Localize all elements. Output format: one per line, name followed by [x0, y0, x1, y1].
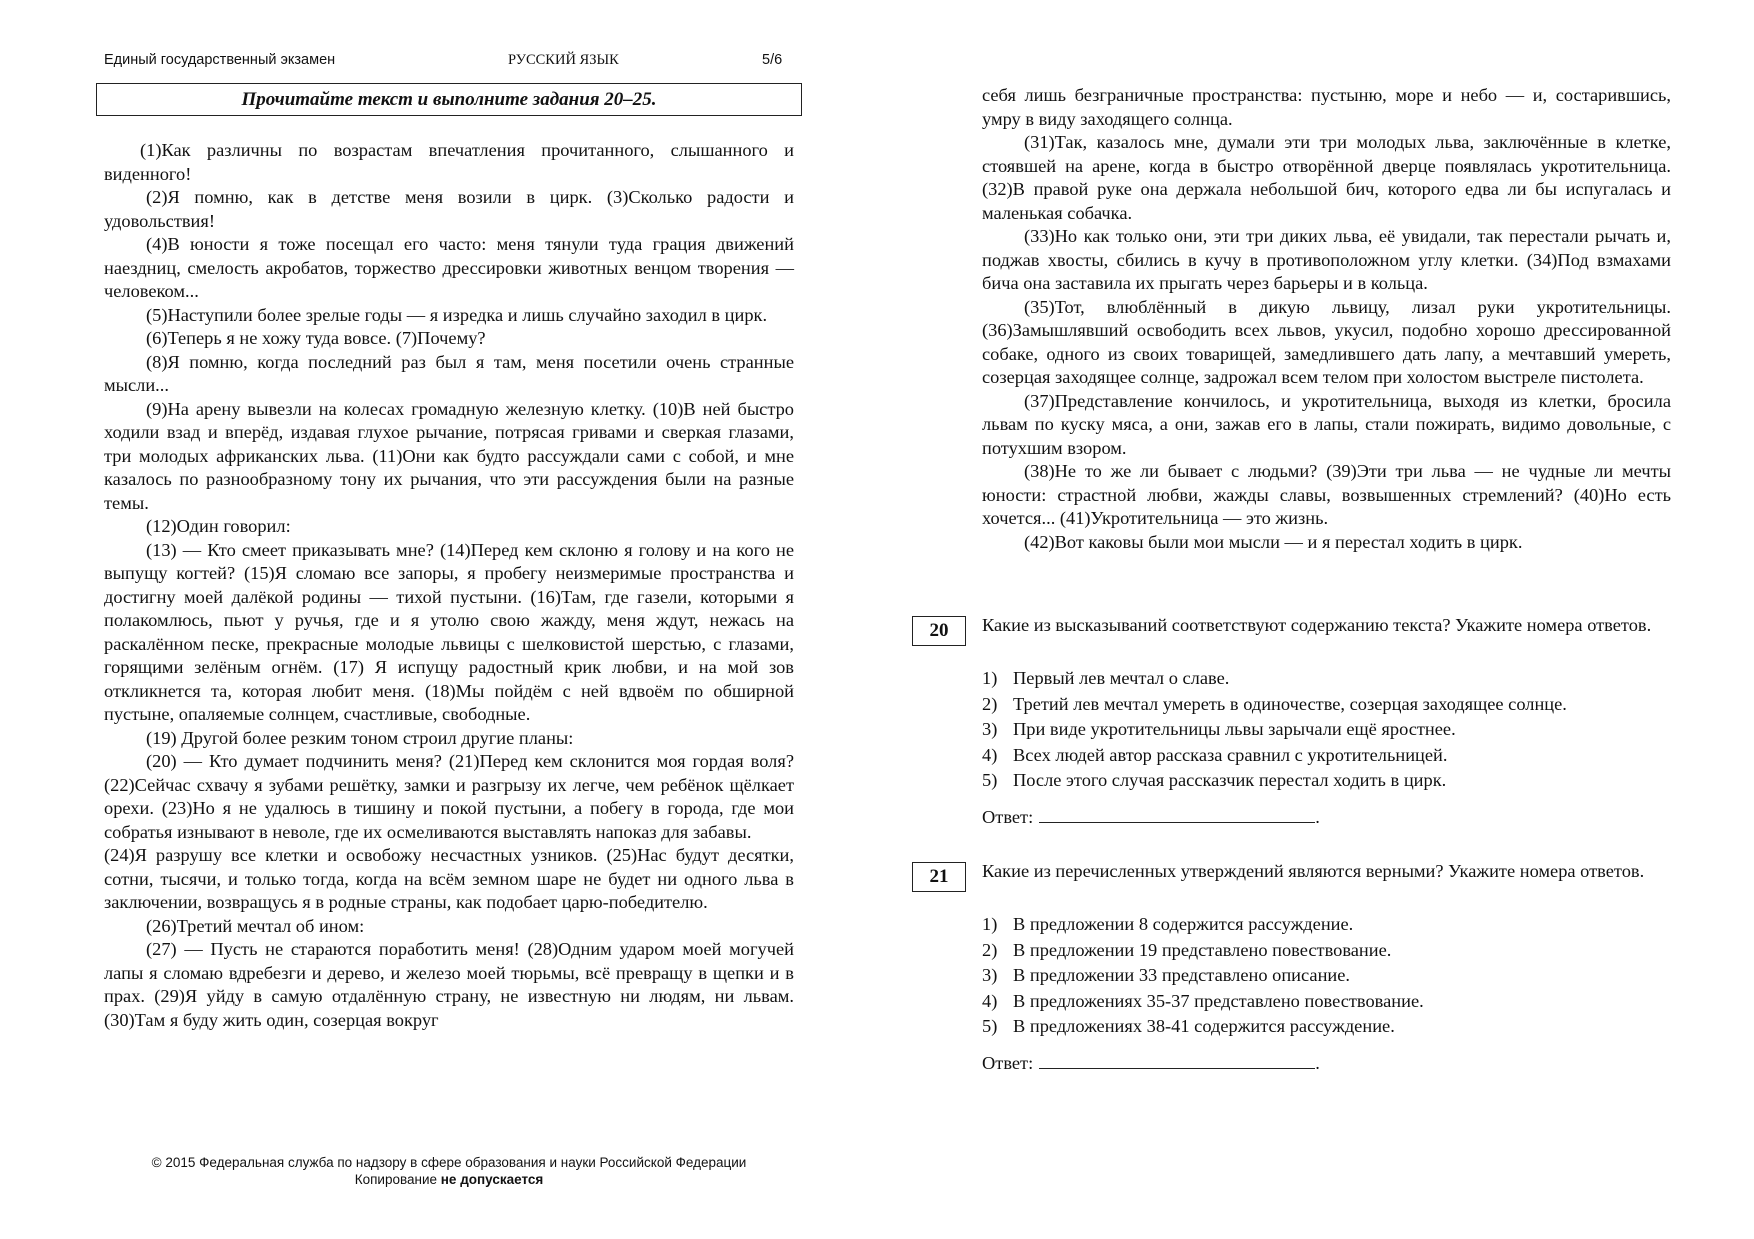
- paragraph: (26)Третий мечтал об ином:: [146, 915, 365, 936]
- paragraph: (13) — Кто смеет приказывать мне? (14)Перед кем склоню я голову и на кого не выпущу когтей? (15)Я сломаю все запоры, я пробегу неизмеримые пространства и достигну моей далёкой родины — тихой пустыни. (16)Там, где газели, которыми я полакомлюсь, пьют у ручья, где и я утолю свою жажду, меня ждут, нежась на раскалённом песке, прекрасные молодые львицы с шелковистой шерстью, с глазами, горящими зелёным огнём. (17) Я испущу радостный крик любви, и на мой зов откликнется та, которая любит меня. (18)Мы пойдём с ней вдвоём по обширной пустыне, опаляемые солнцем, счастливые, свободные.: [104, 539, 794, 724]
- option-number: 1): [982, 914, 998, 934]
- copy-notice-bold: не допускается: [440, 1172, 544, 1187]
- paragraph: (8)Я помню, когда последний раз был я там, меня посетили очень странные мысли...: [104, 351, 794, 395]
- option-text: В предложениях 38-41 содержится рассуждение.: [1013, 1016, 1395, 1036]
- paragraph: (37)Представление кончилось, и укротительница, выходя из клетки, бросила львам по куску мяса, а они, зажав его в лапы, стали пожирать, видимо довольные, с потухшим взором.: [982, 390, 1671, 458]
- task-options: [982, 666, 1671, 794]
- option-number: 2): [982, 693, 998, 714]
- paragraph: (1)Как различны по возрастам впечатления прочитанного, слышанного и виденного!: [104, 140, 794, 184]
- copyright-footer: [104, 1154, 794, 1188]
- option-text: Всех людей автор рассказа сравнил с укротительницей.: [1013, 744, 1448, 765]
- list-item: [982, 666, 1671, 692]
- paragraph: (6)Теперь я не хожу туда вовсе. (7)Почему?: [146, 328, 486, 348]
- option-text: В предложении 19 представлено повествование.: [1013, 939, 1392, 960]
- option-text: Первый лев мечтал о славе.: [1013, 668, 1230, 688]
- option-number: 3): [982, 719, 998, 739]
- task-options: [982, 912, 1671, 1040]
- paragraph: (2)Я помню, как в детстве меня возили в цирк. (3)Сколько радости и удовольствия!: [104, 187, 794, 231]
- paragraph: (33)Но как только они, эти три диких льва, её увидали, так перестали рычать и, поджав хвосты, сбились в кучу в противоположном углу клетки. (34)Под взмахами бича она заставила их прыгать через барьеры и в кольца.: [982, 226, 1671, 293]
- paragraph: (35)Тот, влюблённый в дикую львицу, лизал руки укротительницы. (36)Замышлявший освободить всех львов, укусил, подобно хорошо дрессированной собаке, одного из своих товарищей, замедлившего дать лапу, а мечтавший умереть, созерцая заходящее солнце, задрожал всем телом при холостом выстреле пистолета.: [982, 296, 1671, 387]
- list-item: [982, 938, 1671, 964]
- task-number-box: 21: [912, 862, 966, 892]
- paragraph: (12)Один говорил:: [146, 516, 291, 536]
- option-number: 5): [982, 1016, 998, 1036]
- task-question: Какие из высказываний соответствуют содержанию текста? Укажите номера ответов.: [982, 615, 1652, 635]
- list-item: [982, 912, 1671, 938]
- paragraph: (19) Другой более резким тоном строил другие планы:: [146, 727, 574, 748]
- answer-label: Ответ:: [982, 1053, 1034, 1073]
- list-item: [982, 692, 1671, 718]
- page-number: 5/6: [762, 52, 783, 68]
- answer-label: Ответ:: [982, 807, 1034, 827]
- list-item: [982, 963, 1671, 989]
- paragraph: (31)Так, казалось мне, думали эти три молодых льва, заключённые в клетке, стоявшей на арене, когда в быстро отворённой дверце появлялась укротительница. (32)В правой руке она держала небольшой бич, которого едва ли бы испугалась и маленькая собачка.: [982, 132, 1671, 223]
- copy-notice: [104, 1171, 794, 1188]
- task-number-box: 20: [912, 616, 966, 646]
- option-number: 5): [982, 770, 998, 790]
- option-number: 4): [982, 744, 998, 765]
- subject-title: РУССКИЙ ЯЗЫК: [508, 52, 619, 68]
- option-number: 4): [982, 990, 998, 1011]
- paragraph: (27) — Пусть не стараются поработить меня! (28)Одним ударом моей могучей лапы я сломаю вдребезги и дерево, и железо моей тюрьмы, всё превращу в щепки и в прах. (29)Я уйду в самую отдалённую страну, не известную ни людям, ни львам. (30)Там я буду жить один, созерцая вокруг: [104, 939, 794, 1030]
- instruction-text: Прочитайте текст и выполните задания 20–25.: [241, 89, 657, 110]
- exam-title: Единый государственный экзамен: [104, 52, 336, 68]
- list-item: [982, 717, 1671, 743]
- paragraph: (9)На арену вывезли на колесах громадную железную клетку. (10)В ней быстро ходили взад и вперёд, издавая глухое рычание, потрясая гривами и сверкая глазами, три молодых африканских льва. (11)Они как будто рассуждали сами с собой, и мне казалось по разнообразному тону их рычания, что эти рассуждения были на разные темы.: [104, 398, 794, 513]
- paragraph: (4)В юности я тоже посещал его часто: меня тянули туда грация движений наездниц, смелость акробатов, торжество дрессировки животных венцом творения — человеком...: [104, 234, 794, 301]
- answer-row: Ответ: .: [982, 1053, 1320, 1073]
- paragraph: (42)Вот каковы были мои мысли — и я перестал ходить в цирк.: [1024, 531, 1523, 552]
- task-question: Какие из перечисленных утверждений являются верными? Укажите номера ответов.: [982, 861, 1645, 881]
- copyright-line: © 2015 Федеральная служба по надзору в сфере образования и науки Российской Федерации: [151, 1155, 747, 1170]
- list-item: [982, 1014, 1671, 1040]
- paragraph: (20) — Кто думает подчинить меня? (21)Перед кем склонится моя гордая воля? (22)Сейчас схвачу я зубами решётку, замки и разгрызу их легче, чем ребёнок щёлкает орехи. (23)Но я не удалюсь в тишину и покой пустыни, а побегу в города, где мои собратья изнывают в неволе, где их осмеливаются выставлять напоказ для забавы.: [104, 751, 794, 842]
- list-item: [982, 768, 1671, 794]
- list-item: [982, 743, 1671, 769]
- text-column-left: [104, 139, 794, 1032]
- answer-field[interactable]: [1039, 806, 1315, 823]
- option-text: Третий лев мечтал умереть в одиночестве, созерцая заходящее солнце.: [1013, 693, 1567, 714]
- option-text: В предложениях 35-37 представлено повествование.: [1013, 990, 1424, 1011]
- option-text: В предложении 8 содержится рассуждение.: [1013, 914, 1354, 934]
- answer-row: Ответ: .: [982, 807, 1320, 827]
- option-text: После этого случая рассказчик перестал ходить в цирк.: [1013, 770, 1447, 790]
- paragraph: (38)Не то же ли бывает с людьми? (39)Эти три льва — не чудные ли мечты юности: страстной любви, жажды славы, возвышенных стремлений? (40)Но есть хочется... (41)Укротительница — это жизнь.: [982, 461, 1671, 528]
- paragraph: (24)Я разрушу все клетки и освобожу несчастных узников. (25)Нас будут десятки, сотни, тысячи, и только тогда, когда на всём земном шаре не будет ни одного льва в заключении, возвращусь я в родные страны, как подобает царю-победителю.: [104, 845, 794, 912]
- option-number: 1): [982, 668, 998, 688]
- list-item: [982, 989, 1671, 1015]
- paragraph: (5)Наступили более зрелые годы — я изредка и лишь случайно заходил в цирк.: [146, 304, 768, 325]
- text-column-right: [982, 84, 1671, 554]
- paragraph: себя лишь безграничные пространства: пустыню, море и небо — и, состарившись, умру в виду заходящего солнца.: [982, 85, 1671, 129]
- option-number: 3): [982, 965, 998, 985]
- option-text: В предложении 33 представлено описание.: [1013, 965, 1351, 985]
- answer-field[interactable]: [1039, 1052, 1315, 1069]
- copy-notice-prefix: Копирование: [354, 1172, 438, 1187]
- instruction-box: [96, 83, 802, 116]
- option-number: 2): [982, 939, 998, 960]
- option-text: При виде укротительницы львы зарычали ещё яростнее.: [1013, 719, 1456, 739]
